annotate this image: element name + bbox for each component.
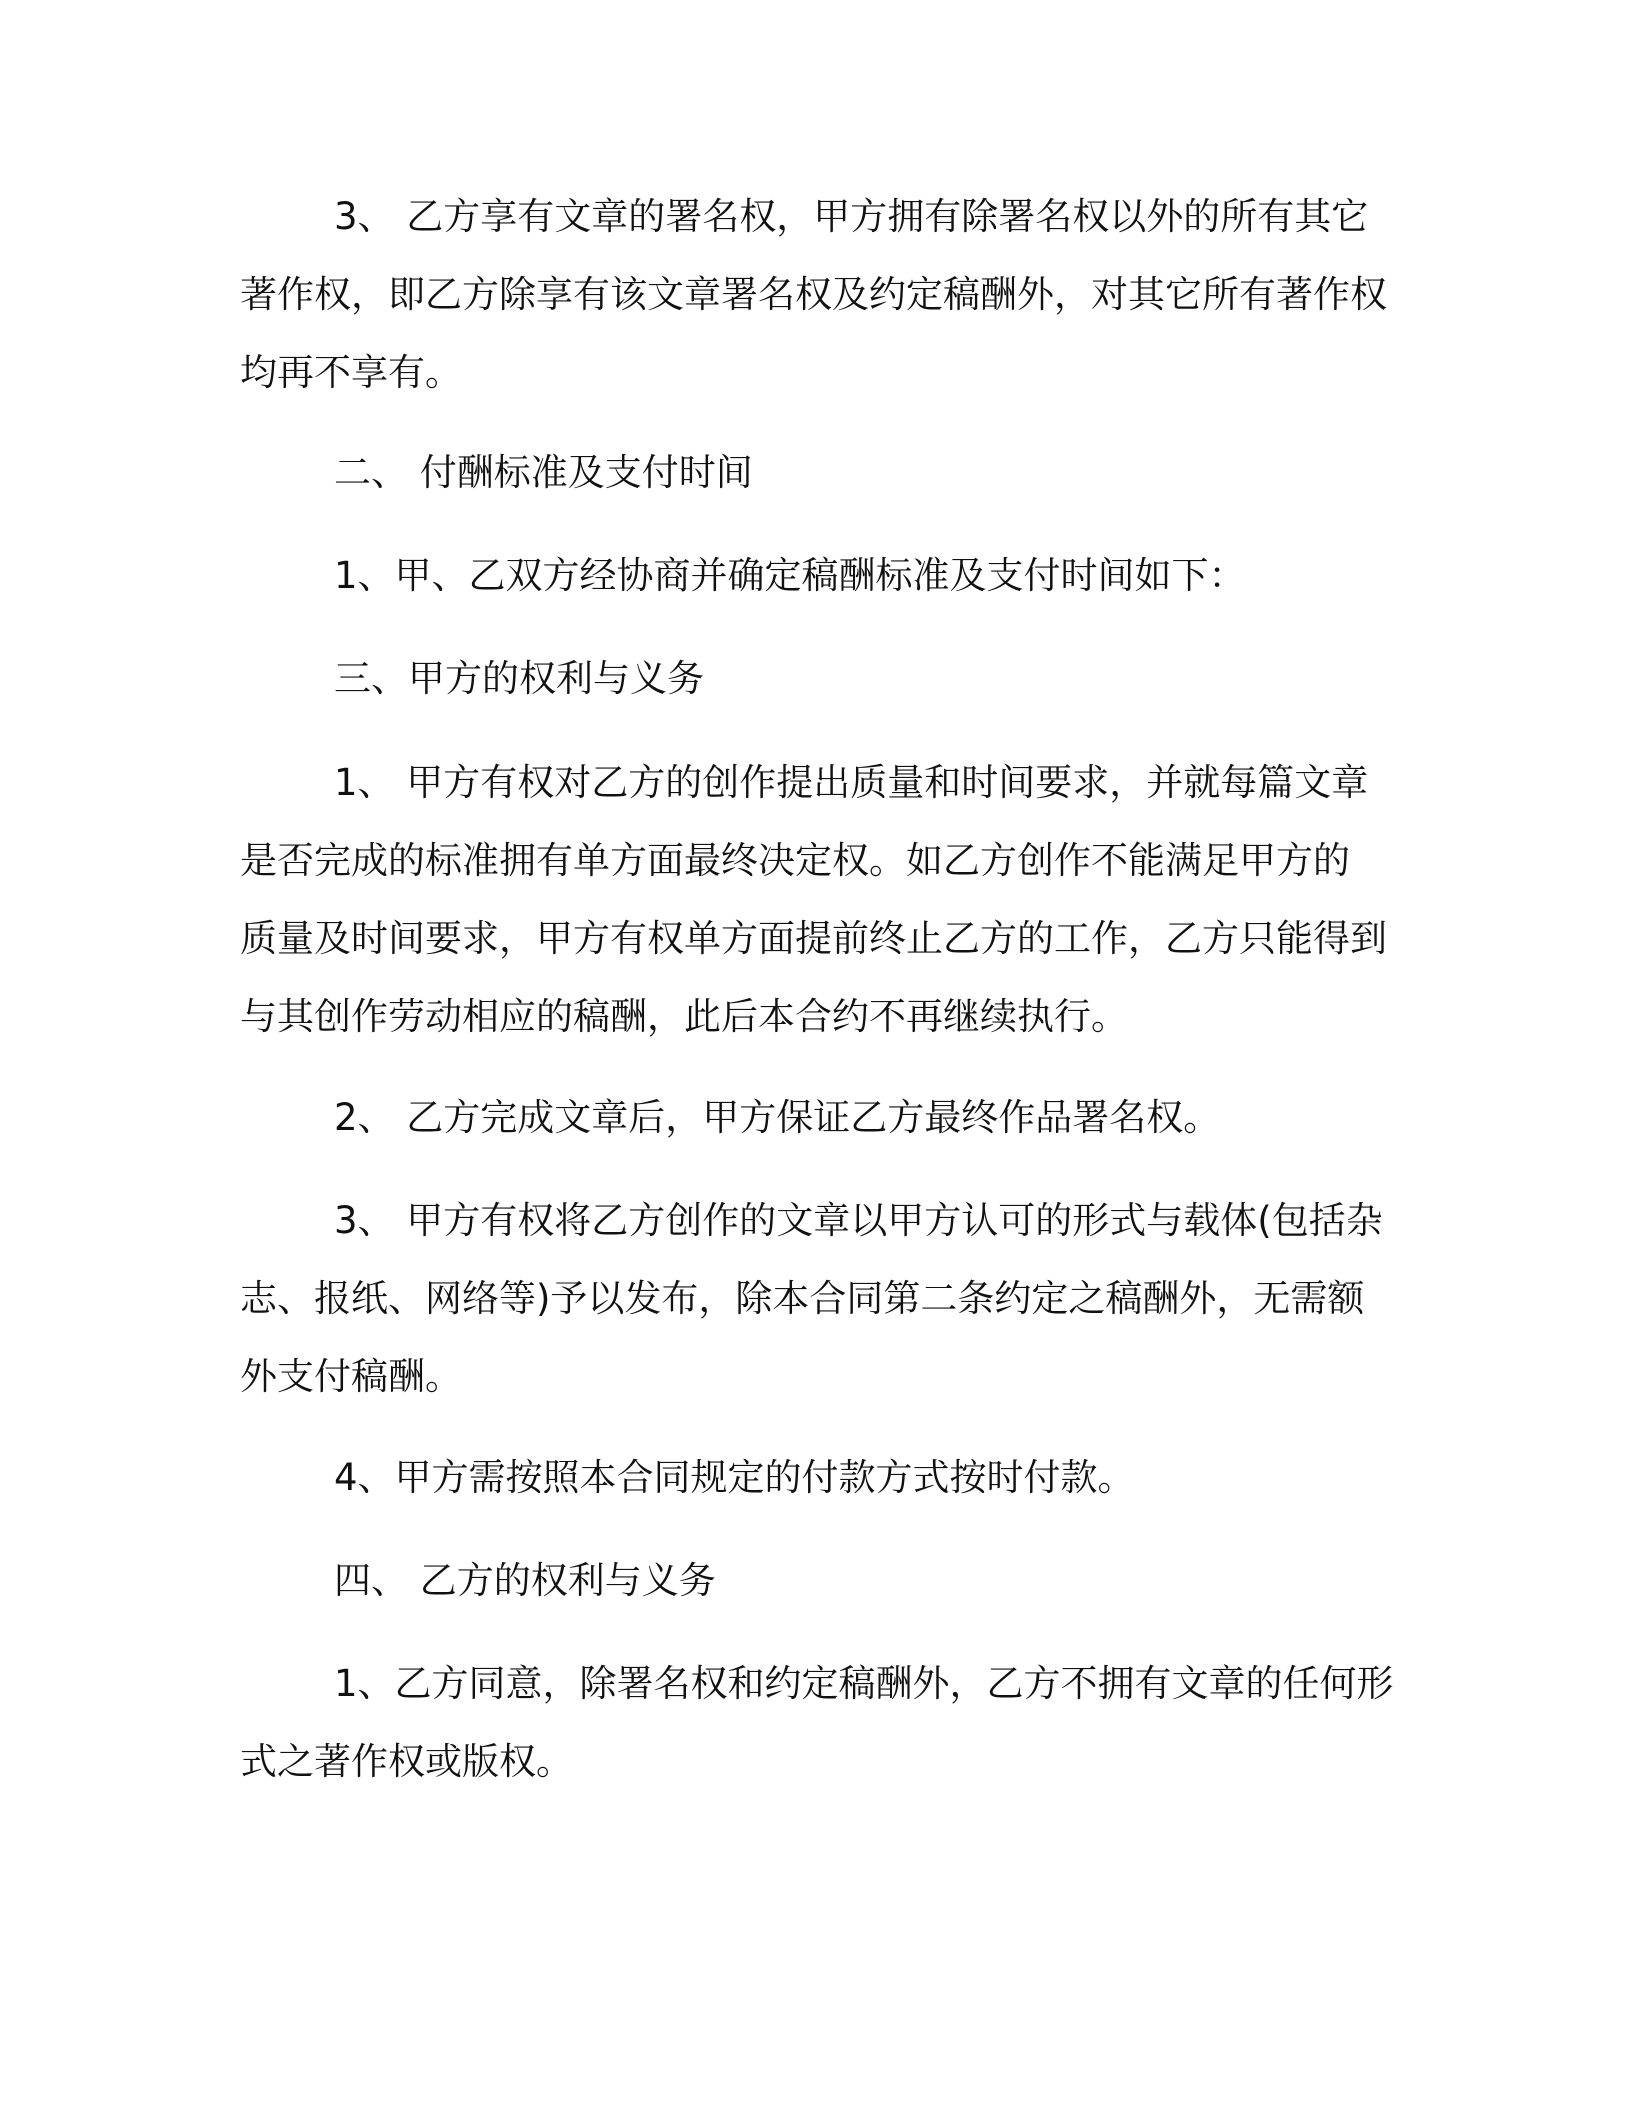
paragraph-line: 志、报纸、网络等)予以发布，除本合同第二条约定之稿酬外，无需额 — [240, 1277, 1365, 1320]
section-heading-payment — [240, 434, 1380, 512]
paragraph-line: 1、乙方同意，除署名权和约定稿酬外，乙方不拥有文章的任何形 — [334, 1662, 1394, 1705]
paragraph-clause-4-1 — [240, 1645, 1394, 1801]
paragraph-line: 3、 甲方有权将乙方创作的文章以甲方认可的形式与载体(包括杂 — [334, 1199, 1383, 1242]
paragraph-line: 4、甲方需按照本合同规定的付款方式按时付款。 — [334, 1456, 1135, 1499]
paragraph-line: 质量及时间要求，甲方有权单方面提前终止乙方的工作，乙方只能得到 — [240, 917, 1387, 960]
paragraph-line: 3、 乙方享有文章的署名权，甲方拥有除署名权以外的所有其它 — [334, 195, 1369, 238]
section-heading-party-b — [240, 1542, 1380, 1620]
paragraph-line: 外支付稿酬。 — [240, 1355, 462, 1398]
paragraph-line: 著作权，即乙方除享有该文章署名权及约定稿酬外，对其它所有著作权 — [240, 273, 1387, 316]
paragraph-clause-2-1 — [240, 537, 1380, 615]
heading-text: 四、 乙方的权利与义务 — [334, 1559, 716, 1602]
heading-text: 二、 付酬标准及支付时间 — [334, 451, 753, 494]
heading-text: 三、甲方的权利与义务 — [334, 657, 704, 700]
paragraph-line: 1、甲、乙双方经协商并确定稿酬标准及支付时间如下： — [334, 554, 1246, 597]
paragraph-clause-1-3 — [240, 178, 1387, 412]
paragraph-clause-3-2 — [240, 1079, 1380, 1157]
paragraph-clause-3-4 — [240, 1439, 1380, 1517]
paragraph-line: 2、 乙方完成文章后，甲方保证乙方最终作品署名权。 — [334, 1096, 1221, 1139]
paragraph-line: 与其创作劳动相应的稿酬，此后本合约不再继续执行。 — [240, 995, 1128, 1038]
paragraph-line: 均再不享有。 — [240, 351, 462, 394]
paragraph-line: 是否完成的标准拥有单方面最终决定权。如乙方创作不能满足甲方的 — [240, 839, 1350, 882]
section-heading-party-a — [240, 640, 1380, 718]
paragraph-clause-3-3 — [240, 1182, 1383, 1416]
paragraph-line: 式之著作权或版权。 — [240, 1740, 573, 1783]
paragraph-line: 1、 甲方有权对乙方的创作提出质量和时间要求，并就每篇文章 — [334, 761, 1369, 804]
paragraph-clause-3-1 — [240, 744, 1387, 1056]
